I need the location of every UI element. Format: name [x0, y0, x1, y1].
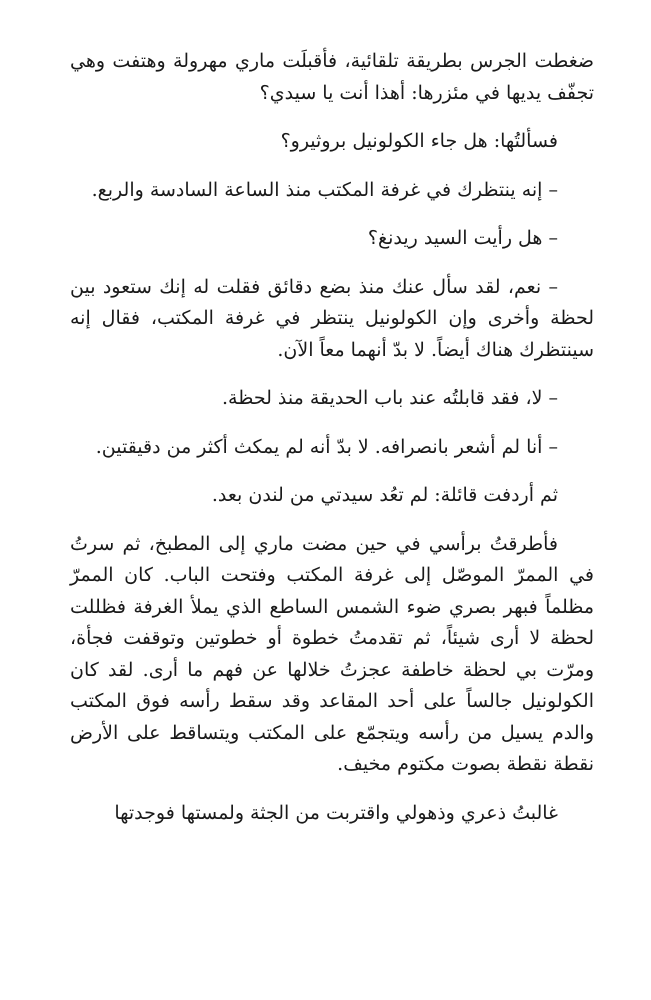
paragraph-5: – نعم، لقد سأل عنك منذ بضع دقائق فقلت له إنك ستعود بين لحظة وأخرى وإن الكولونيل ينتظر في غرفة المكتب، فقال إنه سينتظرك هناك أيضاً. لا بدّ أنهما معاً الآن. [70, 275, 594, 361]
paragraph-3: – إنه ينتظرك في غرفة المكتب منذ الساعة السادسة والربع. [91, 178, 558, 201]
paragraph-7: – أنا لم أشعر بانصرافه. لا بدّ أنه لم يمكث أكثر من دقيقتين. [95, 435, 558, 458]
paragraph-8: ثم أردفت قائلة: لم تعُد سيدتي من لندن بعد. [211, 484, 558, 506]
paragraph-2: فسألتُها: هل جاء الكولونيل بروثيرو؟ [280, 130, 558, 152]
paragraph-10: غالبتُ ذعري وذهولي واقتربت من الجثة ولمستها فوجدتها [114, 801, 558, 824]
paragraph-1: ضغطت الجرس بطريقة تلقائية، فأقبلَت ماري مهرولة وهتفت وهي تجفّف يديها في مئزرها: أهذا أنت يا سيدي؟ [70, 50, 594, 104]
paragraph-6: – لا، فقد قابلتُه عند باب الحديقة منذ لحظة. [222, 387, 558, 409]
paragraph-4: – هل رأيت السيد ريدنغ؟ [367, 227, 558, 249]
paragraph-9: فأطرقتُ برأسي في حين مضت ماري إلى المطبخ، ثم سرتُ في الممرّ الموصّل إلى غرفة المكتب وفتحت الباب. كان الممرّ مظلماً فبهر بصري ضوء الشمس الساطع الذي يملأ الغرفة فظللت لحظة لا أرى شيئاً، ثم تقدمتُ خطوة أو خطوتين وتوقفت فجأة، ومرّت بي لحظة خاطفة عجزتُ خلالها عن فهم ما أرى. لقد كان الكولونيل جالساً على أحد المقاعد وقد سقط رأسه فوق المكتب والدم يسيل من رأسه ويتجمّع على المكتب ويتساقط على الأرض نقطة نقطة بصوت مكتوم مخيف. [70, 532, 594, 775]
